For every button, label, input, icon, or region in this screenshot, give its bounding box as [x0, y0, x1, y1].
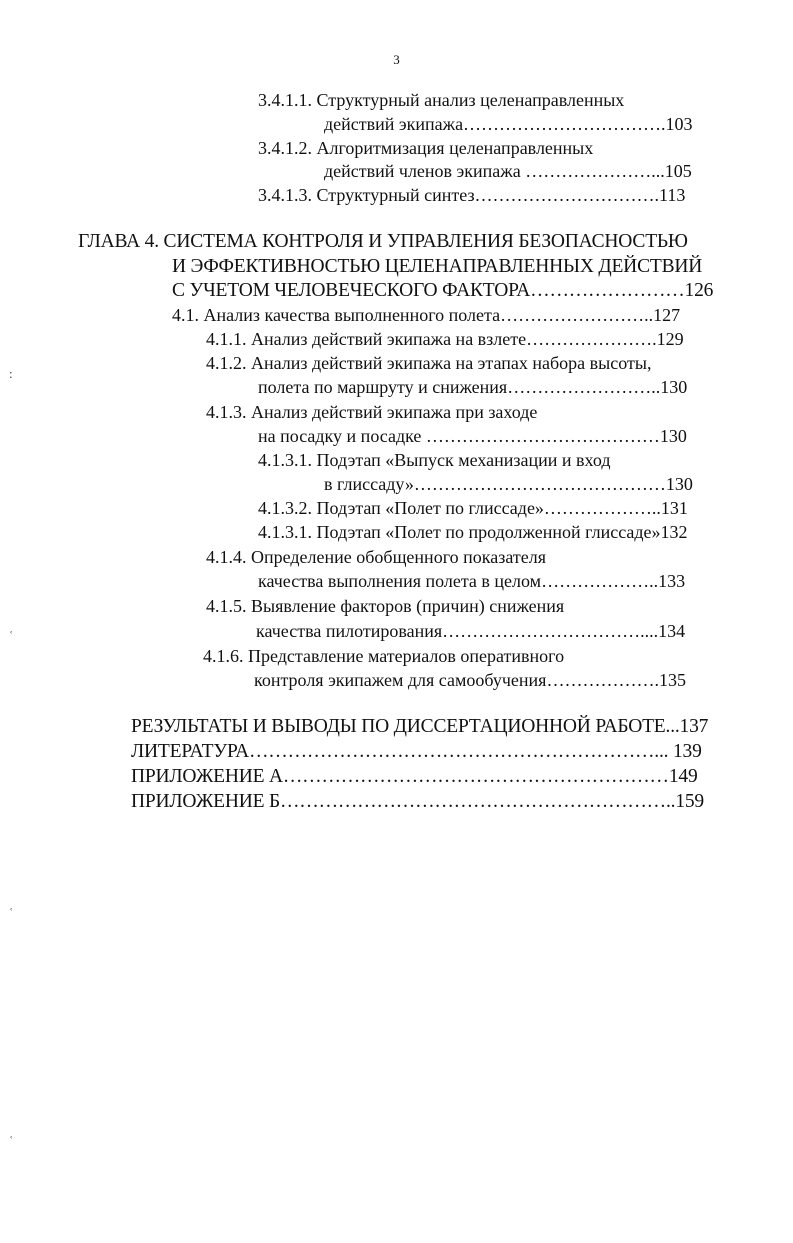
page-number: 3 [393, 52, 400, 67]
toc-chapter-4-title-cont-2: С УЧЕТОМ ЧЕЛОВЕЧЕСКОГО ФАКТОРА……………………126 [172, 280, 714, 301]
toc-entry-4-1-3-2: 4.1.3.2. Подэтап «Полет по глиссаде»………………..131 [258, 498, 688, 518]
toc-entry-4-1-3-cont: на посадку и посадке …………………………………130 [258, 426, 687, 446]
scan-speck: ʿ [9, 628, 14, 643]
toc-appendix-b: ПРИЛОЖЕНИЕ Б……………………………………………………..159 [131, 791, 704, 812]
toc-entry-3-4-1-1: 3.4.1.1. Структурный анализ целенаправленных [258, 90, 625, 110]
toc-entry-4-1-4-cont: качества выполнения полета в целом………………..133 [258, 571, 686, 591]
toc-entry-4-1-6-cont: контроля экипажем для самообучения……………….135 [254, 670, 686, 690]
toc-entry-3-4-1-2-cont: действий членов экипажа …………………...105 [324, 161, 692, 181]
toc-entry-4-1-2-cont: полета по маршруту и снижения……………………..130 [258, 377, 688, 397]
scan-speck: ʿ [9, 1133, 14, 1148]
scan-speck: : [9, 366, 13, 381]
toc-entry-3-4-1-3: 3.4.1.3. Структурный синтез………………………….113 [258, 185, 686, 205]
toc-entry-4-1-2: 4.1.2. Анализ действий экипажа на этапах набора высоты, [206, 353, 652, 373]
toc-literature: ЛИТЕРАТУРА………………………………………………………... 139 [131, 741, 702, 762]
toc-entry-4-1-5-cont: качества пилотирования……………………………....134 [256, 621, 686, 641]
toc-entry-3-4-1-2: 3.4.1.2. Алгоритмизация целенаправленных [258, 138, 594, 158]
toc-appendix-a: ПРИЛОЖЕНИЕ А……………………………………………………149 [131, 766, 698, 787]
toc-results: РЕЗУЛЬТАТЫ И ВЫВОДЫ ПО ДИССЕРТАЦИОННОЙ РАБОТЕ...137 [131, 716, 709, 737]
toc-entry-3-4-1-1-cont: действий экипажа…………………………….103 [324, 114, 693, 134]
toc-entry-4-1: 4.1. Анализ качества выполненного полета……………………..127 [172, 305, 681, 325]
toc-chapter-4-title-cont-1: И ЭФФЕКТИВНОСТЬЮ ЦЕЛЕНАПРАВЛЕННЫХ ДЕЙСТВИЙ [172, 256, 703, 277]
toc-chapter-4-title: ГЛАВА 4. СИСТЕМА КОНТРОЛЯ И УПРАВЛЕНИЯ БЕЗОПАСНОСТЬЮ [78, 231, 688, 252]
toc-entry-4-1-5: 4.1.5. Выявление факторов (причин) снижения [206, 596, 565, 616]
toc-entry-4-1-3-1b: 4.1.3.1. Подэтап «Полет по продолженной глиссаде»132 [258, 522, 688, 542]
toc-entry-4-1-3-1-cont: в глиссаду»……………………………………130 [324, 474, 693, 494]
scan-speck: ʿ [9, 905, 14, 920]
toc-entry-4-1-6: 4.1.6. Представление материалов оперативного [203, 646, 565, 666]
toc-entry-4-1-1: 4.1.1. Анализ действий экипажа на взлете………………….129 [206, 329, 684, 349]
toc-entry-4-1-3: 4.1.3. Анализ действий экипажа при заходе [206, 402, 538, 422]
toc-entry-4-1-3-1: 4.1.3.1. Подэтап «Выпуск механизации и вход [258, 450, 611, 470]
toc-entry-4-1-4: 4.1.4. Определение обобщенного показателя [206, 547, 546, 567]
